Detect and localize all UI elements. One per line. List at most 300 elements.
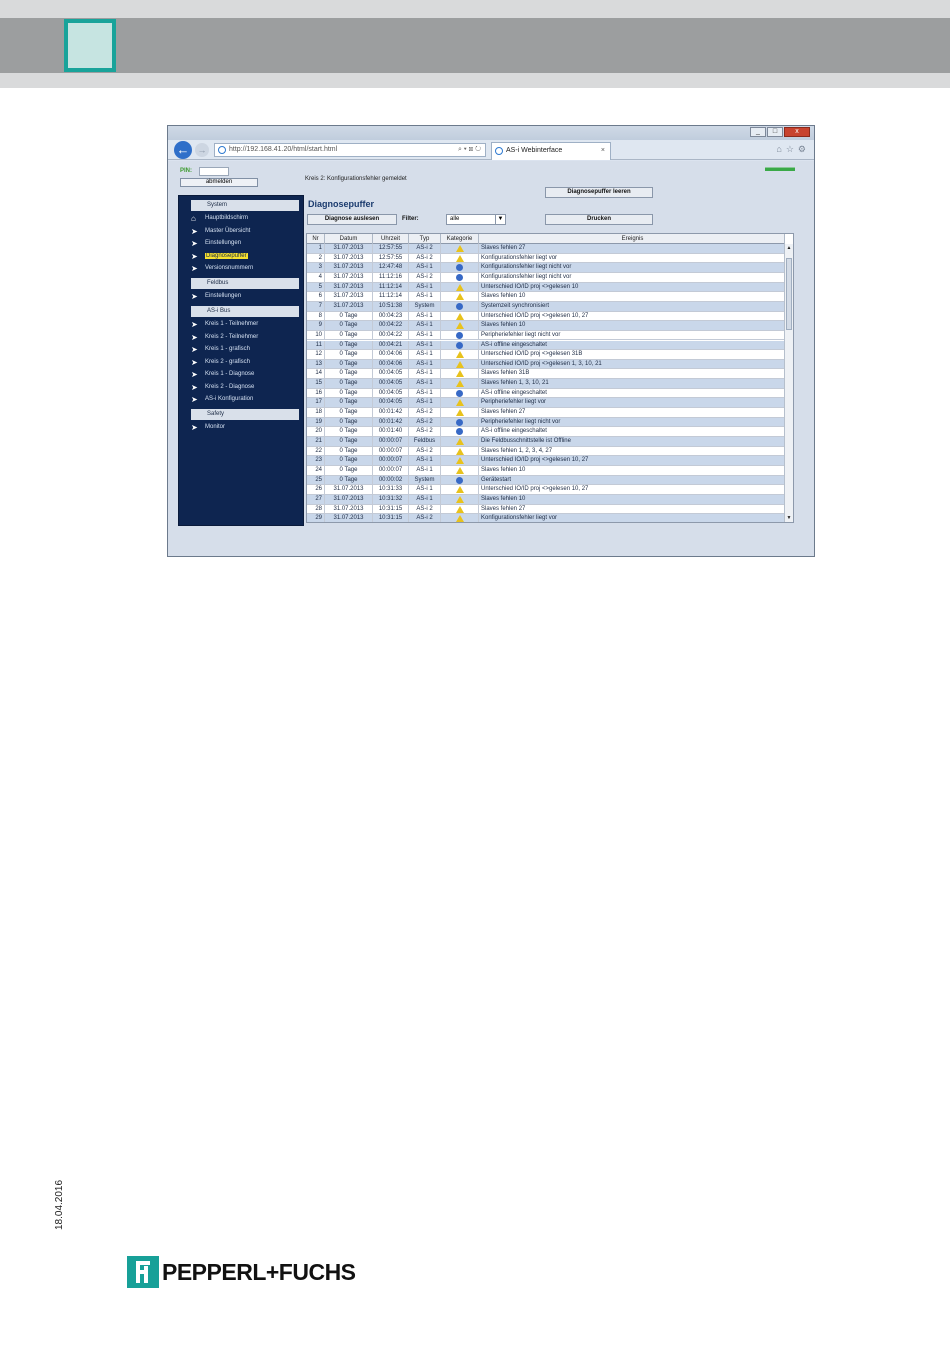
row-type: AS-i 2 [409,505,441,515]
row-nr: 7 [307,302,325,312]
table-row[interactable] [307,427,785,437]
row-nr: 20 [307,427,325,437]
row-date: 31.07.2013 [325,514,373,523]
chapter-marker [64,19,116,72]
sidebar-item-asi-konfiguration[interactable]: ➤ AS-i Konfiguration [191,395,254,404]
row-event: Gerätestart [479,476,785,486]
warning-icon [456,370,464,377]
col-header-nr[interactable]: Nr [307,234,325,244]
arrow-icon: ➤ [191,292,198,301]
row-date: 31.07.2013 [325,505,373,515]
row-event: Slaves fehlen 27 [479,244,785,254]
header-band-lower [0,73,950,88]
category-cell [441,398,479,408]
row-event: Konfigurationsfehler liegt vor [479,514,785,523]
forward-arrow-icon[interactable]: → [195,143,209,157]
row-nr: 12 [307,350,325,360]
category-cell [441,283,479,293]
table-row[interactable] [307,283,785,293]
sidebar-section-asi-bus: AS-i Bus [191,306,299,317]
col-header-kategorie[interactable]: Kategorie [441,234,479,244]
row-time: 11:12:16 [373,273,409,283]
col-header-uhrzeit[interactable]: Uhrzeit [373,234,409,244]
category-cell [441,321,479,331]
info-icon [456,419,463,426]
category-cell [441,254,479,264]
warning-icon [456,506,464,513]
row-event: Slaves fehlen 10 [479,495,785,505]
row-nr: 9 [307,321,325,331]
row-time: 00:04:22 [373,331,409,341]
warning-icon [456,255,464,262]
row-type: AS-i 1 [409,341,441,351]
row-event: Slaves fehlen 31B [479,369,785,379]
row-time: 00:01:40 [373,427,409,437]
arrow-icon: ➤ [191,333,198,342]
row-event: Slaves fehlen 1, 2, 3, 4, 27 [479,447,785,457]
row-time: 00:00:02 [373,476,409,486]
warning-icon [456,457,464,464]
row-date: 31.07.2013 [325,263,373,273]
row-date: 31.07.2013 [325,292,373,302]
row-type: AS-i 2 [409,427,441,437]
page-top-strip [0,0,950,18]
row-type: AS-i 1 [409,456,441,466]
warning-icon [456,313,464,320]
table-row[interactable] [307,244,785,254]
category-cell [441,427,479,437]
table-row[interactable] [307,312,785,322]
row-time: 00:04:23 [373,312,409,322]
toolbar-icons [776,144,806,155]
print-button[interactable]: Drucken [545,214,653,225]
row-type: AS-i 1 [409,283,441,293]
row-nr: 4 [307,273,325,283]
row-type: Feldbus [409,437,441,447]
row-event: Unterschied IO/ID proj <>gelesen 31B [479,350,785,360]
table-row[interactable] [307,466,785,476]
row-type: System [409,476,441,486]
row-date: 0 Tage [325,456,373,466]
sidebar-item-master-uebersicht[interactable]: ➤ Master Übersicht [191,227,251,236]
row-type: AS-i 1 [409,263,441,273]
row-type: AS-i 1 [409,495,441,505]
row-date: 31.07.2013 [325,495,373,505]
row-nr: 10 [307,331,325,341]
row-nr: 16 [307,389,325,399]
sidebar [178,195,304,526]
back-arrow-icon[interactable]: ← [174,141,192,159]
category-cell [441,418,479,428]
sidebar-item-kreis1-diagnose[interactable]: ➤ Kreis 1 - Diagnose [191,370,255,379]
table-row[interactable] [307,379,785,389]
row-event: Slaves fehlen 10 [479,321,785,331]
sidebar-item-kreis1-grafisch[interactable]: ➤ Kreis 1 - grafisch [191,345,251,354]
info-icon [456,390,463,397]
row-time: 12:47:48 [373,263,409,273]
info-icon [456,303,463,310]
category-cell [441,456,479,466]
warning-icon [456,467,464,474]
row-nr: 27 [307,495,325,505]
brand-name: PEPPERL+FUCHS [162,1258,356,1285]
row-nr: 26 [307,485,325,495]
row-nr: 24 [307,466,325,476]
row-event: Unterschied IO/ID proj <>gelesen 10, 27 [479,456,785,466]
home-icon: ⌂ [191,214,196,223]
row-time: 00:00:07 [373,437,409,447]
arrow-icon: ➤ [191,227,198,236]
address-text: http://192.168.41.20/html/start.html [229,146,338,153]
tab-title: AS-i Webinterface [506,147,563,154]
sidebar-item-kreis2-teilnehmer[interactable]: ➤ Kreis 2 - Teilnehmer [191,333,259,342]
row-event: AS-i offline eingeschaltet [479,389,785,399]
row-nr: 6 [307,292,325,302]
row-type: System [409,302,441,312]
sidebar-item-kreis2-grafisch[interactable]: ➤ Kreis 2 - grafisch [191,358,251,367]
row-time: 00:04:06 [373,350,409,360]
info-icon [456,332,463,339]
row-event: Slaves fehlen 10 [479,292,785,302]
browser-navbar [168,140,814,160]
arrow-icon: ➤ [191,370,198,379]
row-date: 0 Tage [325,379,373,389]
page-title: Diagnosepuffer [308,199,375,209]
row-nr: 22 [307,447,325,457]
sidebar-item-monitor[interactable]: ➤ Monitor [191,423,226,432]
warning-icon [456,351,464,358]
row-type: AS-i 2 [409,254,441,264]
row-time: 12:57:55 [373,244,409,254]
scroll-thumb[interactable] [786,258,792,330]
row-event: Slaves fehlen 1, 3, 10, 21 [479,379,785,389]
row-type: AS-i 1 [409,312,441,322]
row-date: 0 Tage [325,331,373,341]
sidebar-section-system: System [191,200,299,211]
category-cell [441,263,479,273]
row-nr: 25 [307,476,325,486]
row-nr: 19 [307,418,325,428]
row-date: 31.07.2013 [325,283,373,293]
warning-icon [456,448,464,455]
category-cell [441,485,479,495]
minimize-button[interactable]: _ [750,127,766,137]
row-nr: 14 [307,369,325,379]
table-row[interactable] [307,505,785,515]
row-type: AS-i 2 [409,418,441,428]
col-header-ereignis[interactable]: Ereignis [479,234,785,244]
category-cell [441,350,479,360]
row-nr: 2 [307,254,325,264]
category-cell [441,389,479,399]
table-row[interactable] [307,341,785,351]
col-header-datum[interactable]: Datum [325,234,373,244]
category-cell [441,408,479,418]
home-icon[interactable]: ⌂ [776,144,782,154]
row-time: 00:04:05 [373,379,409,389]
row-time: 00:01:42 [373,418,409,428]
logout-button[interactable]: abmelden [180,178,258,187]
category-cell [441,447,479,457]
arrow-icon: ➤ [191,345,198,354]
table-row[interactable] [307,418,785,428]
warning-icon [456,515,464,522]
read-diagnosis-button[interactable]: Diagnose auslesen [307,214,397,225]
window-controls [750,127,810,137]
scroll-down-icon[interactable]: ▼ [786,515,792,521]
chevron-down-icon: ▼ [495,215,505,224]
row-event: Peripheriefehler liegt nicht vor [479,331,785,341]
warning-icon [456,284,464,291]
row-time: 10:31:15 [373,505,409,515]
row-type: AS-i 2 [409,408,441,418]
status-message: Kreis 2: Konfigurationsfehler gemeldet [305,176,407,182]
category-cell [441,466,479,476]
table-row[interactable] [307,263,785,273]
arrow-icon: ➤ [191,423,198,432]
main-content [306,189,798,525]
settings-gear-icon[interactable]: ⚙ [797,144,806,154]
arrow-icon: ➤ [191,320,198,329]
table-row[interactable] [307,273,785,283]
category-cell [441,379,479,389]
row-event: AS-i offline eingeschaltet [479,341,785,351]
row-event: Unterschied IO/ID proj <>gelesen 10, 27 [479,312,785,322]
row-type: AS-i 1 [409,398,441,408]
browser-screenshot [167,125,815,557]
col-header-typ[interactable]: Typ [409,234,441,244]
category-cell [441,495,479,505]
filter-label: Filter: [402,216,419,222]
warning-icon [456,409,464,416]
table-row[interactable] [307,514,785,523]
category-cell [441,273,479,283]
row-date: 0 Tage [325,369,373,379]
info-icon [456,264,463,271]
row-event: Slaves fehlen 27 [479,505,785,515]
arrow-icon: ➤ [191,395,198,404]
arrow-icon: ➤ [191,239,198,248]
header-band [0,18,950,73]
row-time: 10:31:15 [373,514,409,523]
info-icon [456,342,463,349]
row-nr: 11 [307,341,325,351]
row-nr: 29 [307,514,325,523]
row-type: AS-i 1 [409,331,441,341]
row-time: 00:04:21 [373,341,409,351]
row-type: AS-i 1 [409,360,441,370]
table-row[interactable] [307,254,785,264]
row-date: 0 Tage [325,447,373,457]
row-event: Peripheriefehler liegt nicht vor [479,418,785,428]
table-row[interactable] [307,389,785,399]
arrow-icon: ➤ [191,252,198,261]
row-event: Slaves fehlen 27 [479,408,785,418]
row-type: AS-i 2 [409,447,441,457]
info-icon [456,428,463,435]
sidebar-item-hauptbildschirm[interactable]: ⌂ Hauptbildschirm [191,214,249,223]
web-page [168,161,814,557]
pin-label: PIN: [180,168,192,174]
category-cell [441,341,479,351]
scroll-up-icon[interactable]: ▲ [786,245,792,251]
row-time: 00:00:07 [373,447,409,457]
row-date: 0 Tage [325,341,373,351]
clear-buffer-button[interactable]: Diagnosepuffer leeren [545,187,653,198]
row-date: 31.07.2013 [325,273,373,283]
table-row[interactable] [307,476,785,486]
sidebar-item-kreis1-teilnehmer[interactable]: ➤ Kreis 1 - Teilnehmer [191,320,259,329]
status-indicator [765,167,795,171]
pepperl-fuchs-logo-icon [127,1256,159,1288]
arrow-icon: ➤ [191,264,198,273]
table-row[interactable] [307,350,785,360]
table-row[interactable] [307,321,785,331]
warning-icon [456,245,464,252]
warning-icon [456,496,464,503]
table-row[interactable] [307,437,785,447]
table-row[interactable] [307,292,785,302]
row-event: Unterschied IO/ID proj <>gelesen 10, 27 [479,485,785,495]
row-date: 0 Tage [325,398,373,408]
category-cell [441,292,479,302]
category-cell [441,312,479,322]
address-controls[interactable]: ⌕ ▾ ⊠ ↻ [457,146,481,153]
warning-icon [456,380,464,387]
table-row[interactable] [307,302,785,312]
table-scrollbar[interactable] [784,244,793,522]
pin-input[interactable] [199,167,229,176]
row-date: 0 Tage [325,418,373,428]
row-event: Peripheriefehler liegt vor [479,398,785,408]
row-event: Systemzeit synchronisiert [479,302,785,312]
table-row[interactable] [307,485,785,495]
row-nr: 3 [307,263,325,273]
row-time: 11:12:14 [373,292,409,302]
row-time: 00:00:07 [373,466,409,476]
row-type: AS-i 2 [409,514,441,523]
table-row[interactable] [307,456,785,466]
arrow-icon: ➤ [191,383,198,392]
row-date: 31.07.2013 [325,244,373,254]
category-cell [441,331,479,341]
table-row[interactable] [307,331,785,341]
warning-icon [456,322,464,329]
row-event: Die Feldbusschnittstelle ist Offline [479,437,785,447]
row-time: 00:01:42 [373,408,409,418]
sidebar-item-kreis2-diagnose[interactable]: ➤ Kreis 2 - Diagnose [191,383,255,392]
row-date: 31.07.2013 [325,302,373,312]
row-event: Konfigurationsfehler liegt nicht vor [479,263,785,273]
warning-icon [456,293,464,300]
diagnosis-table [306,233,794,523]
row-type: AS-i 2 [409,244,441,254]
tab-webinterface[interactable] [491,142,611,160]
warning-icon [456,361,464,368]
row-time: 12:57:55 [373,254,409,264]
row-type: AS-i 1 [409,292,441,302]
table-row[interactable] [307,369,785,379]
tab-close-icon[interactable]: × [600,147,605,154]
sidebar-item-diagnosepuffer[interactable]: ➤ Diagnosepuffer [191,252,247,261]
category-cell [441,505,479,515]
brand-logo [127,1256,356,1288]
row-type: AS-i 1 [409,485,441,495]
close-button[interactable]: x [784,127,810,137]
ie-tab-icon [495,147,503,155]
sidebar-item-feldbus-einstellungen[interactable]: ➤ Einstellungen [191,292,242,301]
row-time: 10:31:33 [373,485,409,495]
favorites-star-icon[interactable]: ☆ [785,144,794,154]
warning-icon [456,399,464,406]
sidebar-item-versionsnummern[interactable]: ➤ Versionsnummern [191,264,254,273]
table-row[interactable] [307,447,785,457]
row-nr: 8 [307,312,325,322]
row-type: AS-i 1 [409,321,441,331]
filter-value: alle [450,216,460,222]
row-date: 0 Tage [325,466,373,476]
row-time: 11:12:14 [373,283,409,293]
row-time: 00:04:05 [373,389,409,399]
row-date: 0 Tage [325,350,373,360]
row-type: AS-i 1 [409,389,441,399]
table-header [307,234,785,244]
ie-logo-icon [218,146,226,154]
category-cell [441,360,479,370]
row-date: 31.07.2013 [325,254,373,264]
row-time: 00:04:05 [373,369,409,379]
warning-icon [456,486,464,493]
sidebar-item-einstellungen[interactable]: ➤ Einstellungen [191,239,242,248]
arrow-icon: ➤ [191,358,198,367]
row-event: Unterschied IO/ID proj <>gelesen 10 [479,283,785,293]
table-row[interactable] [307,360,785,370]
row-nr: 23 [307,456,325,466]
row-event: Konfigurationsfehler liegt nicht vor [479,273,785,283]
row-event: Slaves fehlen 10 [479,466,785,476]
row-time: 00:00:07 [373,456,409,466]
address-bar[interactable] [214,143,486,157]
category-cell [441,476,479,486]
row-date: 0 Tage [325,408,373,418]
table-row[interactable] [307,408,785,418]
row-nr: 18 [307,408,325,418]
row-nr: 21 [307,437,325,447]
filter-select[interactable] [446,214,506,225]
row-nr: 28 [307,505,325,515]
row-nr: 13 [307,360,325,370]
row-nr: 5 [307,283,325,293]
info-icon [456,274,463,281]
table-row[interactable] [307,398,785,408]
row-date: 0 Tage [325,427,373,437]
category-cell [441,514,479,523]
row-time: 10:51:38 [373,302,409,312]
table-row[interactable] [307,495,785,505]
row-event: Konfigurationsfehler liegt vor [479,254,785,264]
row-time: 00:04:22 [373,321,409,331]
row-date: 0 Tage [325,312,373,322]
document-date: 18.04.2016 [54,1179,65,1230]
row-type: AS-i 1 [409,369,441,379]
category-cell [441,437,479,447]
row-nr: 1 [307,244,325,254]
category-cell [441,244,479,254]
warning-icon [456,438,464,445]
maximize-button[interactable]: □ [767,127,783,137]
row-event: AS-i offline eingeschaltet [479,427,785,437]
row-time: 00:04:06 [373,360,409,370]
